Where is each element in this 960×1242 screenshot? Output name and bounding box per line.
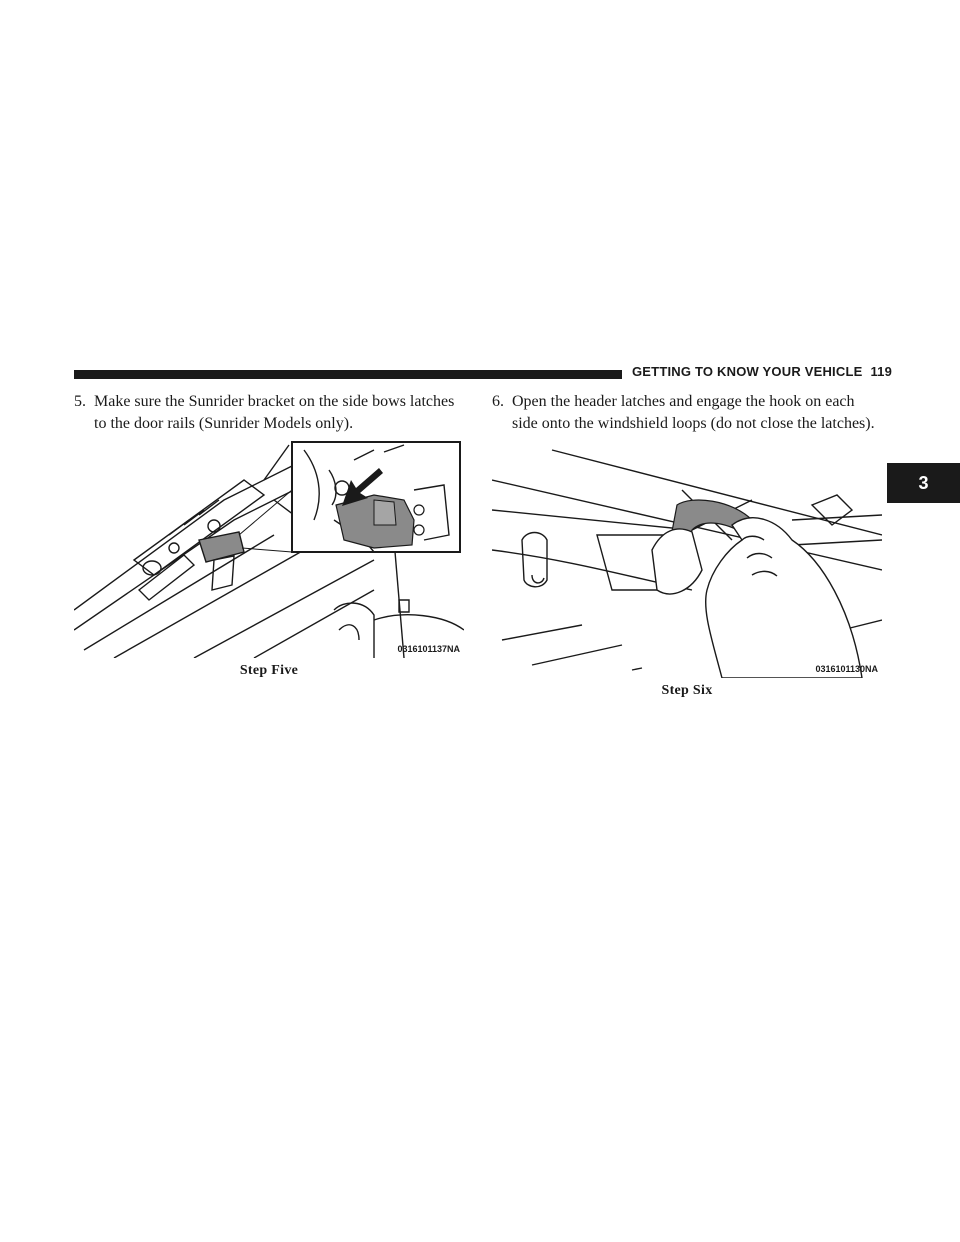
figure-code: 0316101137NA (397, 644, 460, 654)
sunrider-bracket-drawing (74, 440, 464, 658)
step-number: 5. (74, 393, 86, 410)
step-line: Open the header latches and engage the hook on each (512, 393, 855, 410)
header-latch-drawing (492, 440, 882, 678)
running-header (632, 364, 892, 379)
page-number: 119 (870, 364, 893, 379)
step-five-illustration (74, 440, 464, 658)
step-five-text (74, 391, 464, 435)
step-number: 6. (492, 393, 504, 410)
chapter-tab[interactable]: 3 (887, 463, 960, 503)
header-rule (74, 370, 622, 379)
step-line: side onto the windshield loops (do not close the latches). (512, 415, 875, 432)
figure-code: 0316101130NA (815, 664, 878, 674)
step-line: to the door rails (Sunrider Models only). (94, 415, 354, 432)
step-six-text (492, 391, 882, 435)
step-five-caption: Step Five (239, 663, 299, 678)
step-six-illustration (492, 440, 882, 678)
step-six-caption: Step Six (661, 683, 713, 698)
section-title: GETTING TO KNOW YOUR VEHICLE (632, 364, 863, 379)
step-line: Make sure the Sunrider bracket on the side bows latches (94, 393, 455, 410)
